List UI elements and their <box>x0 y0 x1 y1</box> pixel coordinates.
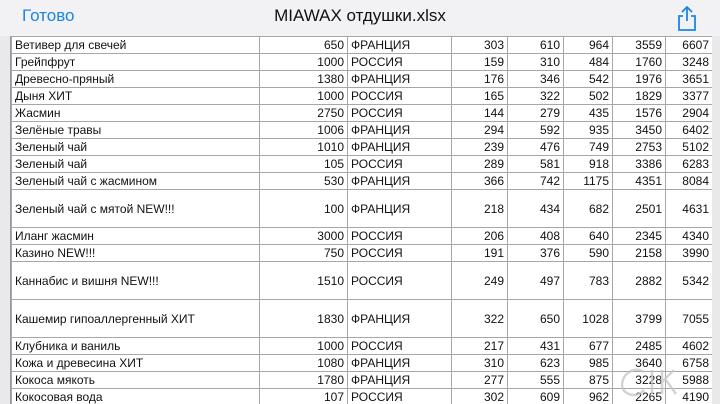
cell-value[interactable]: 623 <box>508 355 564 372</box>
cell-value[interactable]: 918 <box>564 156 613 173</box>
table-row <box>12 122 713 139</box>
table-row <box>12 88 713 105</box>
cell-value[interactable]: 677 <box>564 338 613 355</box>
fragrance-table <box>11 36 712 404</box>
cell-value[interactable]: 962 <box>564 389 613 404</box>
cell-value[interactable]: 1830 <box>260 300 348 338</box>
table-row <box>12 105 713 122</box>
cell-value[interactable]: 610 <box>508 37 564 54</box>
cell-value[interactable]: 346 <box>508 71 564 88</box>
cell-fragrance-name[interactable]: Ветивер для свечей <box>12 37 260 54</box>
cell-value[interactable]: 935 <box>564 122 613 139</box>
cell-value[interactable]: 6402 <box>666 122 713 139</box>
cell-value[interactable]: 497 <box>508 262 564 300</box>
cell-country[interactable]: ФРАНЦИЯ <box>348 139 452 156</box>
cell-value[interactable]: 530 <box>260 173 348 190</box>
cell-value[interactable]: 294 <box>452 122 508 139</box>
cell-value[interactable]: 1576 <box>613 105 666 122</box>
cell-value[interactable]: 366 <box>452 173 508 190</box>
cell-fragrance-name[interactable]: Зеленый чай с мятой NEW!!! <box>12 190 260 228</box>
cell-value[interactable]: 322 <box>508 88 564 105</box>
cell-value[interactable]: 3248 <box>666 54 713 71</box>
cell-value[interactable]: 581 <box>508 156 564 173</box>
table-row <box>12 389 713 404</box>
cell-value[interactable]: 3377 <box>666 88 713 105</box>
cell-value[interactable]: 249 <box>452 262 508 300</box>
cell-fragrance-name[interactable]: Древесно-пряный <box>12 71 260 88</box>
cell-value[interactable]: 2345 <box>613 228 666 245</box>
cell-value[interactable]: 376 <box>508 245 564 262</box>
done-button[interactable]: Готово <box>22 6 75 25</box>
cell-value[interactable]: 1080 <box>260 355 348 372</box>
table-row <box>12 190 713 228</box>
cell-value[interactable]: 964 <box>564 37 613 54</box>
cell-value[interactable]: 191 <box>452 245 508 262</box>
cell-value[interactable]: 502 <box>564 88 613 105</box>
cell-value[interactable]: 218 <box>452 190 508 228</box>
cell-value[interactable]: 484 <box>564 54 613 71</box>
cell-value[interactable]: 682 <box>564 190 613 228</box>
cell-country[interactable]: ФРАНЦИЯ <box>348 37 452 54</box>
cell-value[interactable]: 2753 <box>613 139 666 156</box>
cell-fragrance-name[interactable]: Клубника и ваниль <box>12 338 260 355</box>
table-row <box>12 71 713 88</box>
cell-value[interactable]: 3651 <box>666 71 713 88</box>
cell-value[interactable]: 609 <box>508 389 564 404</box>
cell-value[interactable]: 310 <box>508 54 564 71</box>
cell-value[interactable]: 5102 <box>666 139 713 156</box>
cell-value[interactable]: 1380 <box>260 71 348 88</box>
table-row <box>12 37 713 54</box>
cell-value[interactable]: 590 <box>564 245 613 262</box>
cell-value[interactable]: 542 <box>564 71 613 88</box>
cell-value[interactable]: 1780 <box>260 372 348 389</box>
cell-value[interactable]: 1976 <box>613 71 666 88</box>
cell-value[interactable]: 105 <box>260 156 348 173</box>
cell-value[interactable]: 650 <box>508 300 564 338</box>
cell-value[interactable]: 4631 <box>666 190 713 228</box>
cell-value[interactable]: 4602 <box>666 338 713 355</box>
cell-value[interactable]: 303 <box>452 37 508 54</box>
cell-value[interactable]: 2750 <box>260 105 348 122</box>
table-row <box>12 156 713 173</box>
cell-value[interactable]: 7055 <box>666 300 713 338</box>
cell-value[interactable]: 289 <box>452 156 508 173</box>
cell-country[interactable]: РОССИЯ <box>348 262 452 300</box>
cell-fragrance-name[interactable]: Казино NEW!!! <box>12 245 260 262</box>
cell-value[interactable]: 159 <box>452 54 508 71</box>
cell-value[interactable]: 408 <box>508 228 564 245</box>
cell-value[interactable]: 100 <box>260 190 348 228</box>
cell-country[interactable]: РОССИЯ <box>348 389 452 404</box>
cell-value[interactable]: 2265 <box>613 389 666 404</box>
table-row <box>12 355 713 372</box>
cell-value[interactable]: 1000 <box>260 54 348 71</box>
cell-country[interactable]: ФРАНЦИЯ <box>348 190 452 228</box>
cell-country[interactable]: РОССИЯ <box>348 338 452 355</box>
cell-fragrance-name[interactable]: Кожа и древесина ХИТ <box>12 355 260 372</box>
cell-fragrance-name[interactable]: Каннабис и вишня NEW!!! <box>12 262 260 300</box>
cell-fragrance-name[interactable]: Дыня ХИТ <box>12 88 260 105</box>
share-icon[interactable] <box>674 4 700 32</box>
cell-value[interactable]: 3990 <box>666 245 713 262</box>
table-row <box>12 139 713 156</box>
cell-country[interactable]: РОССИЯ <box>348 88 452 105</box>
cell-value[interactable]: 3559 <box>613 37 666 54</box>
cell-value[interactable]: 875 <box>564 372 613 389</box>
cell-value[interactable]: 1028 <box>564 300 613 338</box>
cell-fragrance-name[interactable]: Грейпфрут <box>12 54 260 71</box>
cell-value[interactable]: 1010 <box>260 139 348 156</box>
cell-value[interactable]: 206 <box>452 228 508 245</box>
cell-value[interactable]: 2485 <box>613 338 666 355</box>
cell-value[interactable]: 239 <box>452 139 508 156</box>
cell-value[interactable]: 1000 <box>260 88 348 105</box>
cell-value[interactable]: 3799 <box>613 300 666 338</box>
cell-value[interactable]: 5342 <box>666 262 713 300</box>
cell-value[interactable]: 3386 <box>613 156 666 173</box>
cell-value[interactable]: 650 <box>260 37 348 54</box>
cell-country[interactable]: ФРАНЦИЯ <box>348 173 452 190</box>
cell-value[interactable]: 6758 <box>666 355 713 372</box>
cell-value[interactable]: 165 <box>452 88 508 105</box>
cell-value[interactable]: 1000 <box>260 338 348 355</box>
cell-value[interactable]: 2501 <box>613 190 666 228</box>
cell-fragrance-name[interactable]: Зелёные травы <box>12 122 260 139</box>
table-row <box>12 228 713 245</box>
cell-value[interactable]: 1175 <box>564 173 613 190</box>
spreadsheet-view[interactable] <box>10 36 712 404</box>
cell-country[interactable]: РОССИЯ <box>348 105 452 122</box>
cell-value[interactable]: 176 <box>452 71 508 88</box>
cell-fragrance-name[interactable]: Кокоса мякоть <box>12 372 260 389</box>
cell-fragrance-name[interactable]: Зеленый чай <box>12 139 260 156</box>
cell-value[interactable]: 4340 <box>666 228 713 245</box>
navigation-bar <box>0 0 720 36</box>
cell-value[interactable]: 1760 <box>613 54 666 71</box>
cell-fragrance-name[interactable]: Зеленый чай <box>12 156 260 173</box>
cell-value[interactable]: 310 <box>452 355 508 372</box>
watermark-logo <box>614 358 704 402</box>
cell-country[interactable]: ФРАНЦИЯ <box>348 372 452 389</box>
cell-value[interactable]: 1006 <box>260 122 348 139</box>
cell-value[interactable]: 1510 <box>260 262 348 300</box>
cell-value[interactable]: 3640 <box>613 355 666 372</box>
cell-country[interactable]: РОССИЯ <box>348 245 452 262</box>
table-row <box>12 173 713 190</box>
cell-value[interactable]: 783 <box>564 262 613 300</box>
cell-country[interactable]: ФРАНЦИЯ <box>348 122 452 139</box>
cell-country[interactable]: РОССИЯ <box>348 156 452 173</box>
cell-country[interactable]: ФРАНЦИЯ <box>348 71 452 88</box>
cell-value[interactable]: 2904 <box>666 105 713 122</box>
cell-value[interactable]: 750 <box>260 245 348 262</box>
cell-value[interactable]: 6607 <box>666 37 713 54</box>
cell-fragrance-name[interactable]: Кокосовая вода <box>12 389 260 404</box>
cell-value[interactable]: 217 <box>452 338 508 355</box>
cell-value[interactable]: 435 <box>564 105 613 122</box>
cell-fragrance-name[interactable]: Кашемир гипоаллергенный ХИТ <box>12 300 260 338</box>
cell-value[interactable]: 640 <box>564 228 613 245</box>
cell-value[interactable]: 302 <box>452 389 508 404</box>
cell-value[interactable]: 3000 <box>260 228 348 245</box>
table-row <box>12 372 713 389</box>
cell-value[interactable]: 476 <box>508 139 564 156</box>
cell-value[interactable]: 277 <box>452 372 508 389</box>
cell-value[interactable]: 1829 <box>613 88 666 105</box>
cell-value[interactable]: 749 <box>564 139 613 156</box>
cell-country[interactable]: ФРАНЦИЯ <box>348 300 452 338</box>
cell-value[interactable]: 4190 <box>666 389 713 404</box>
document-title: MIAWAX отдушки.xlsx <box>274 6 446 25</box>
cell-country[interactable]: ФРАНЦИЯ <box>348 355 452 372</box>
table-row <box>12 54 713 71</box>
cell-value[interactable]: 2158 <box>613 245 666 262</box>
cell-value[interactable]: 431 <box>508 338 564 355</box>
cell-value[interactable]: 3228 <box>613 372 666 389</box>
cell-country[interactable]: РОССИЯ <box>348 228 452 245</box>
cell-value[interactable]: 144 <box>452 105 508 122</box>
cell-value[interactable]: 8084 <box>666 173 713 190</box>
cell-value[interactable]: 434 <box>508 190 564 228</box>
cell-country[interactable]: РОССИЯ <box>348 54 452 71</box>
table-row <box>12 338 713 355</box>
table-row <box>12 262 713 300</box>
cell-fragrance-name[interactable]: Жасмин <box>12 105 260 122</box>
cell-value[interactable]: 279 <box>508 105 564 122</box>
cell-fragrance-name[interactable]: Зеленый чай с жасмином <box>12 173 260 190</box>
cell-value[interactable]: 6283 <box>666 156 713 173</box>
cell-value[interactable]: 2882 <box>613 262 666 300</box>
table-row <box>12 245 713 262</box>
cell-value[interactable]: 985 <box>564 355 613 372</box>
cell-value[interactable]: 592 <box>508 122 564 139</box>
cell-value[interactable]: 555 <box>508 372 564 389</box>
cell-value[interactable]: 3450 <box>613 122 666 139</box>
cell-fragrance-name[interactable]: Иланг жасмин <box>12 228 260 245</box>
table-row <box>12 300 713 338</box>
cell-value[interactable]: 107 <box>260 389 348 404</box>
cell-value[interactable]: 4351 <box>613 173 666 190</box>
cell-value[interactable]: 322 <box>452 300 508 338</box>
cell-value[interactable]: 742 <box>508 173 564 190</box>
cell-value[interactable]: 5988 <box>666 372 713 389</box>
